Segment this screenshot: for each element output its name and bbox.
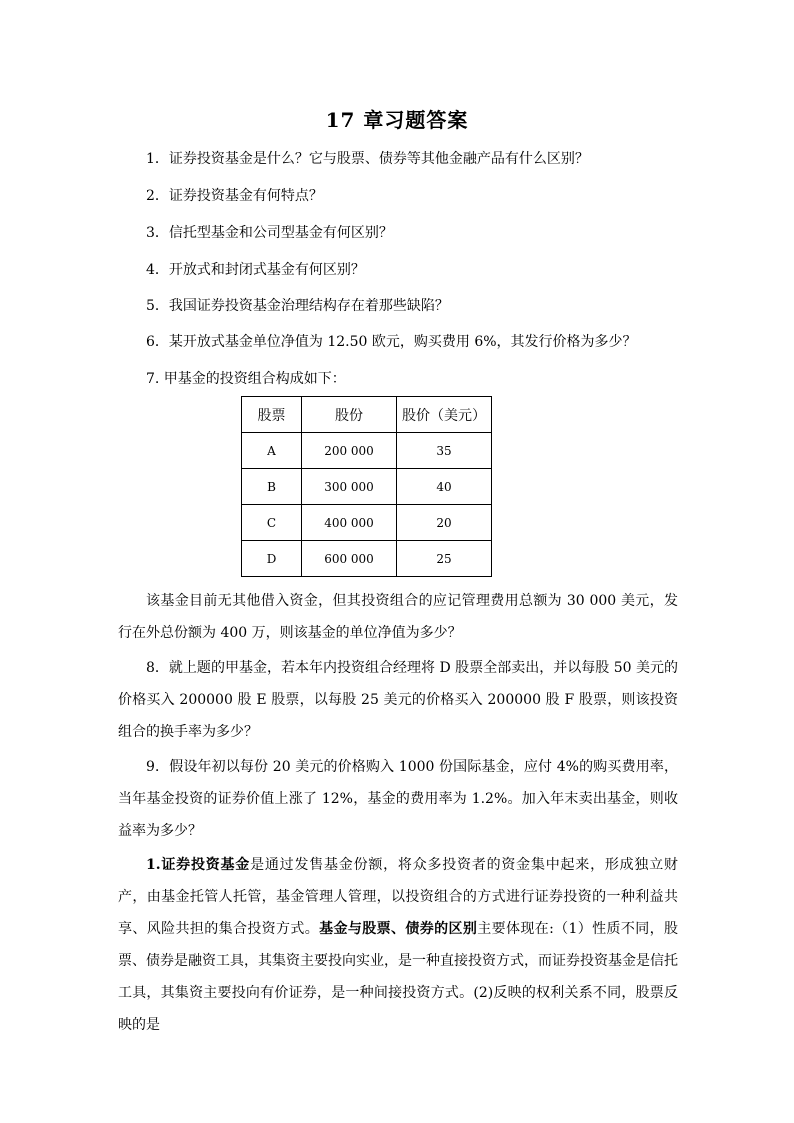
question-5: 5．我国证券投资基金治理结构存在着那些缺陷？: [146, 298, 449, 314]
question-6: 6．某开放式基金单位净值为 12.50 欧元，购买费用 6%，其发行价格为多少？: [146, 334, 637, 350]
table-row: [242, 469, 492, 505]
question-8: 8．就上题的甲基金，若本年内投资组合经理将 D 股票全部卖出，并以每股 50 美元的价格买入 200000 股 E 股票，以每股 25 美元的价格买入 200000 股 F 股票，则该投资组合的换手率为多少？: [118, 660, 678, 740]
table-cell: 300 000: [302, 469, 397, 505]
table-cell: A: [242, 433, 302, 469]
portfolio-table: [241, 396, 492, 577]
page-title: 17 章习题答案: [325, 108, 469, 132]
table-row: [242, 505, 492, 541]
table-cell: 25: [397, 541, 492, 577]
question-1: 1．证券投资基金是什么？它与股票、债券等其他金融产品有什么区别？: [146, 151, 589, 167]
question-7-followup: 该基金目前无其他借入资金，但其投资组合的应记管理费用总额为 30 000 美元，发行在外总份额为 400 万，则该基金的单位净值为多少？: [118, 593, 678, 641]
answer-1-difference-text: 主要体现在:（1）性质不同，股票、债券是融资工具，其集资主要投向实业，是一种直接投资方式，而证券投资基金是信托工具，其集资主要投向有价证券，是一种间接投资方式。(2)反映的权利关系不同，股票反映的是: [118, 921, 679, 1033]
table-header-cell: 股价（美元）: [397, 397, 492, 433]
table-cell: 35: [397, 433, 492, 469]
answer-1-difference-heading: 基金与股票、债券的区别: [319, 921, 478, 937]
table-cell: 20: [397, 505, 492, 541]
question-4: 4．开放式和封闭式基金有何区别？: [146, 262, 365, 278]
table-header-cell: 股票: [242, 397, 302, 433]
table-header-cell: 股份: [302, 397, 397, 433]
table-header-row: [242, 397, 492, 433]
question-2: 2．证券投资基金有何特点？: [146, 188, 323, 204]
question-9: 9．假设年初以每份 20 美元的价格购入 1000 份国际基金，应付 4%的购买费用率，当年基金投资的证券价值上涨了 12%，基金的费用率为 1.2%。加入年末卖出基金，则收益率为多少？: [118, 759, 678, 839]
table-row: [242, 541, 492, 577]
answer-1-term: 1.证券投资基金: [146, 857, 251, 873]
question-7: 7. 甲基金的投资组合构成如下：: [146, 371, 346, 387]
table-cell: 600 000: [302, 541, 397, 577]
answer-1: [118, 849, 678, 1041]
table-cell: C: [242, 505, 302, 541]
table-cell: D: [242, 541, 302, 577]
table-row: [242, 433, 492, 469]
table-cell: B: [242, 469, 302, 505]
table-cell: 200 000: [302, 433, 397, 469]
question-3: 3．信托型基金和公司型基金有何区别？: [146, 225, 393, 241]
table-cell: 40: [397, 469, 492, 505]
table-cell: 400 000: [302, 505, 397, 541]
answer-1-definition: 是通过发售基金份额，将众多投资者的资金集中起来，形成独立财产，由基金托管人托管，基金管理人管理，以投资组合的方式进行证券投资的一种利益共享、风险共担的集合投资方式。: [118, 857, 678, 937]
